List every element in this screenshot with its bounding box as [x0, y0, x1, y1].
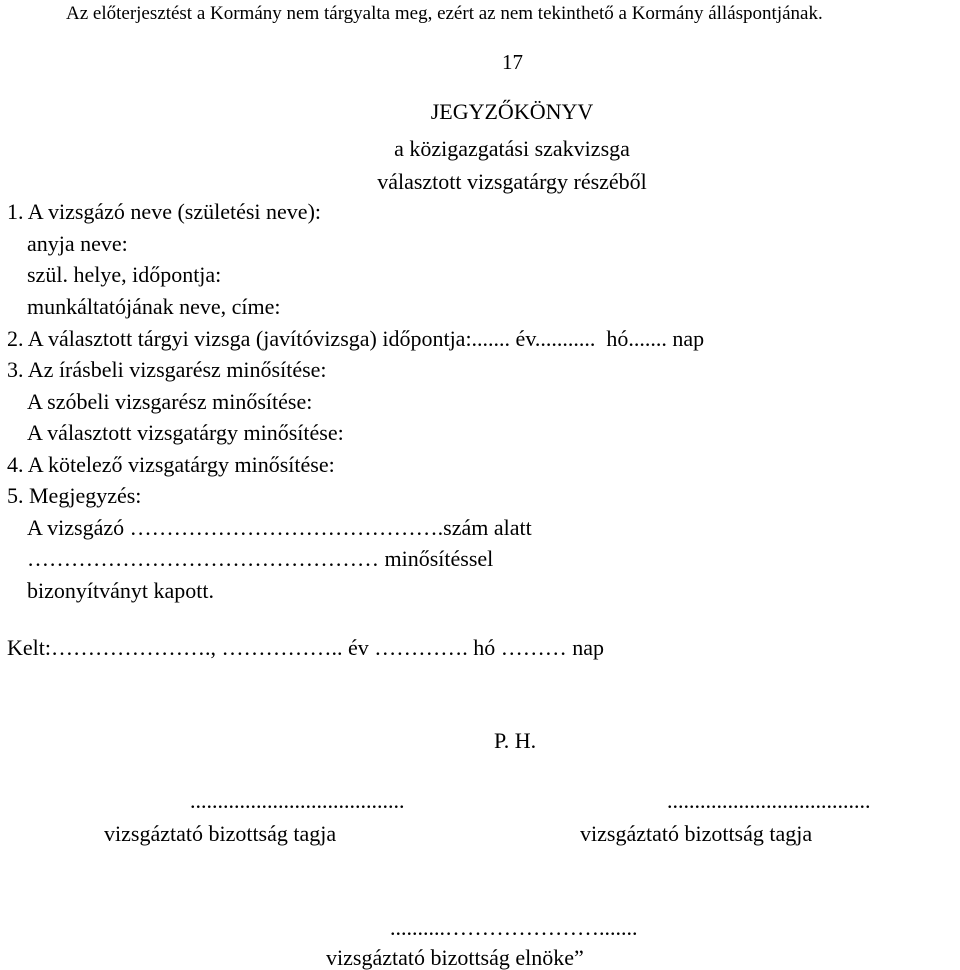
field-candidate-name: 1. A vizsgázó neve (születési neve): — [7, 199, 322, 224]
field-certificate-received: bizonyítványt kapott. — [27, 578, 214, 603]
field-certificate-number: A vizsgázó …………………………………….szám alatt — [27, 515, 532, 540]
field-subject-grade: A választott vizsgatárgy minősítése: — [27, 420, 344, 445]
field-employer: munkáltatójának neve, címe: — [27, 294, 281, 319]
signature-line-left: ....................................... — [190, 788, 405, 813]
field-exam-date: 2. A választott tárgyi vizsga (javítóvizsga) időpontja:....... év........... hó....... nap — [7, 326, 705, 351]
field-mother-name: anyja neve: — [27, 231, 128, 256]
document-subtitle: a közigazgatási szakvizsga — [394, 136, 630, 161]
field-mandatory-grade: 4. A kötelező vizsgatárgy minősítése: — [7, 452, 335, 477]
field-remarks: 5. Megjegyzés: — [7, 483, 142, 508]
date-line: Kelt:…………………., …………….. év …………. hó ……… nap — [7, 635, 605, 660]
page-number: 17 — [502, 50, 523, 74]
field-certificate-grade: ………………………………………… minősítéssel — [27, 546, 494, 571]
signature-label-left: vizsgáztató bizottság tagja — [104, 821, 337, 846]
document-title: JEGYZŐKÖNYV — [430, 99, 594, 124]
signature-label-right: vizsgáztató bizottság tagja — [580, 821, 813, 846]
signature-line-chair: ..........…………………....... — [390, 915, 638, 940]
signature-label-chair: vizsgáztató bizottság elnöke” — [326, 945, 584, 970]
signature-line-right: ..................................... — [667, 788, 871, 813]
field-written-grade: 3. Az írásbeli vizsgarész minősítése: — [7, 357, 327, 382]
stamp-placeholder: P. H. — [494, 728, 537, 753]
field-oral-grade: A szóbeli vizsgarész minősítése: — [27, 389, 313, 414]
header-disclaimer: Az előterjesztést a Kormány nem tárgyalta meg, ezért az nem tekinthető a Kormány álláspontjának. — [66, 3, 823, 24]
field-birth-place-date: szül. helye, időpontja: — [27, 262, 222, 287]
document-subtitle-2: választott vizsgatárgy részéből — [377, 169, 647, 194]
